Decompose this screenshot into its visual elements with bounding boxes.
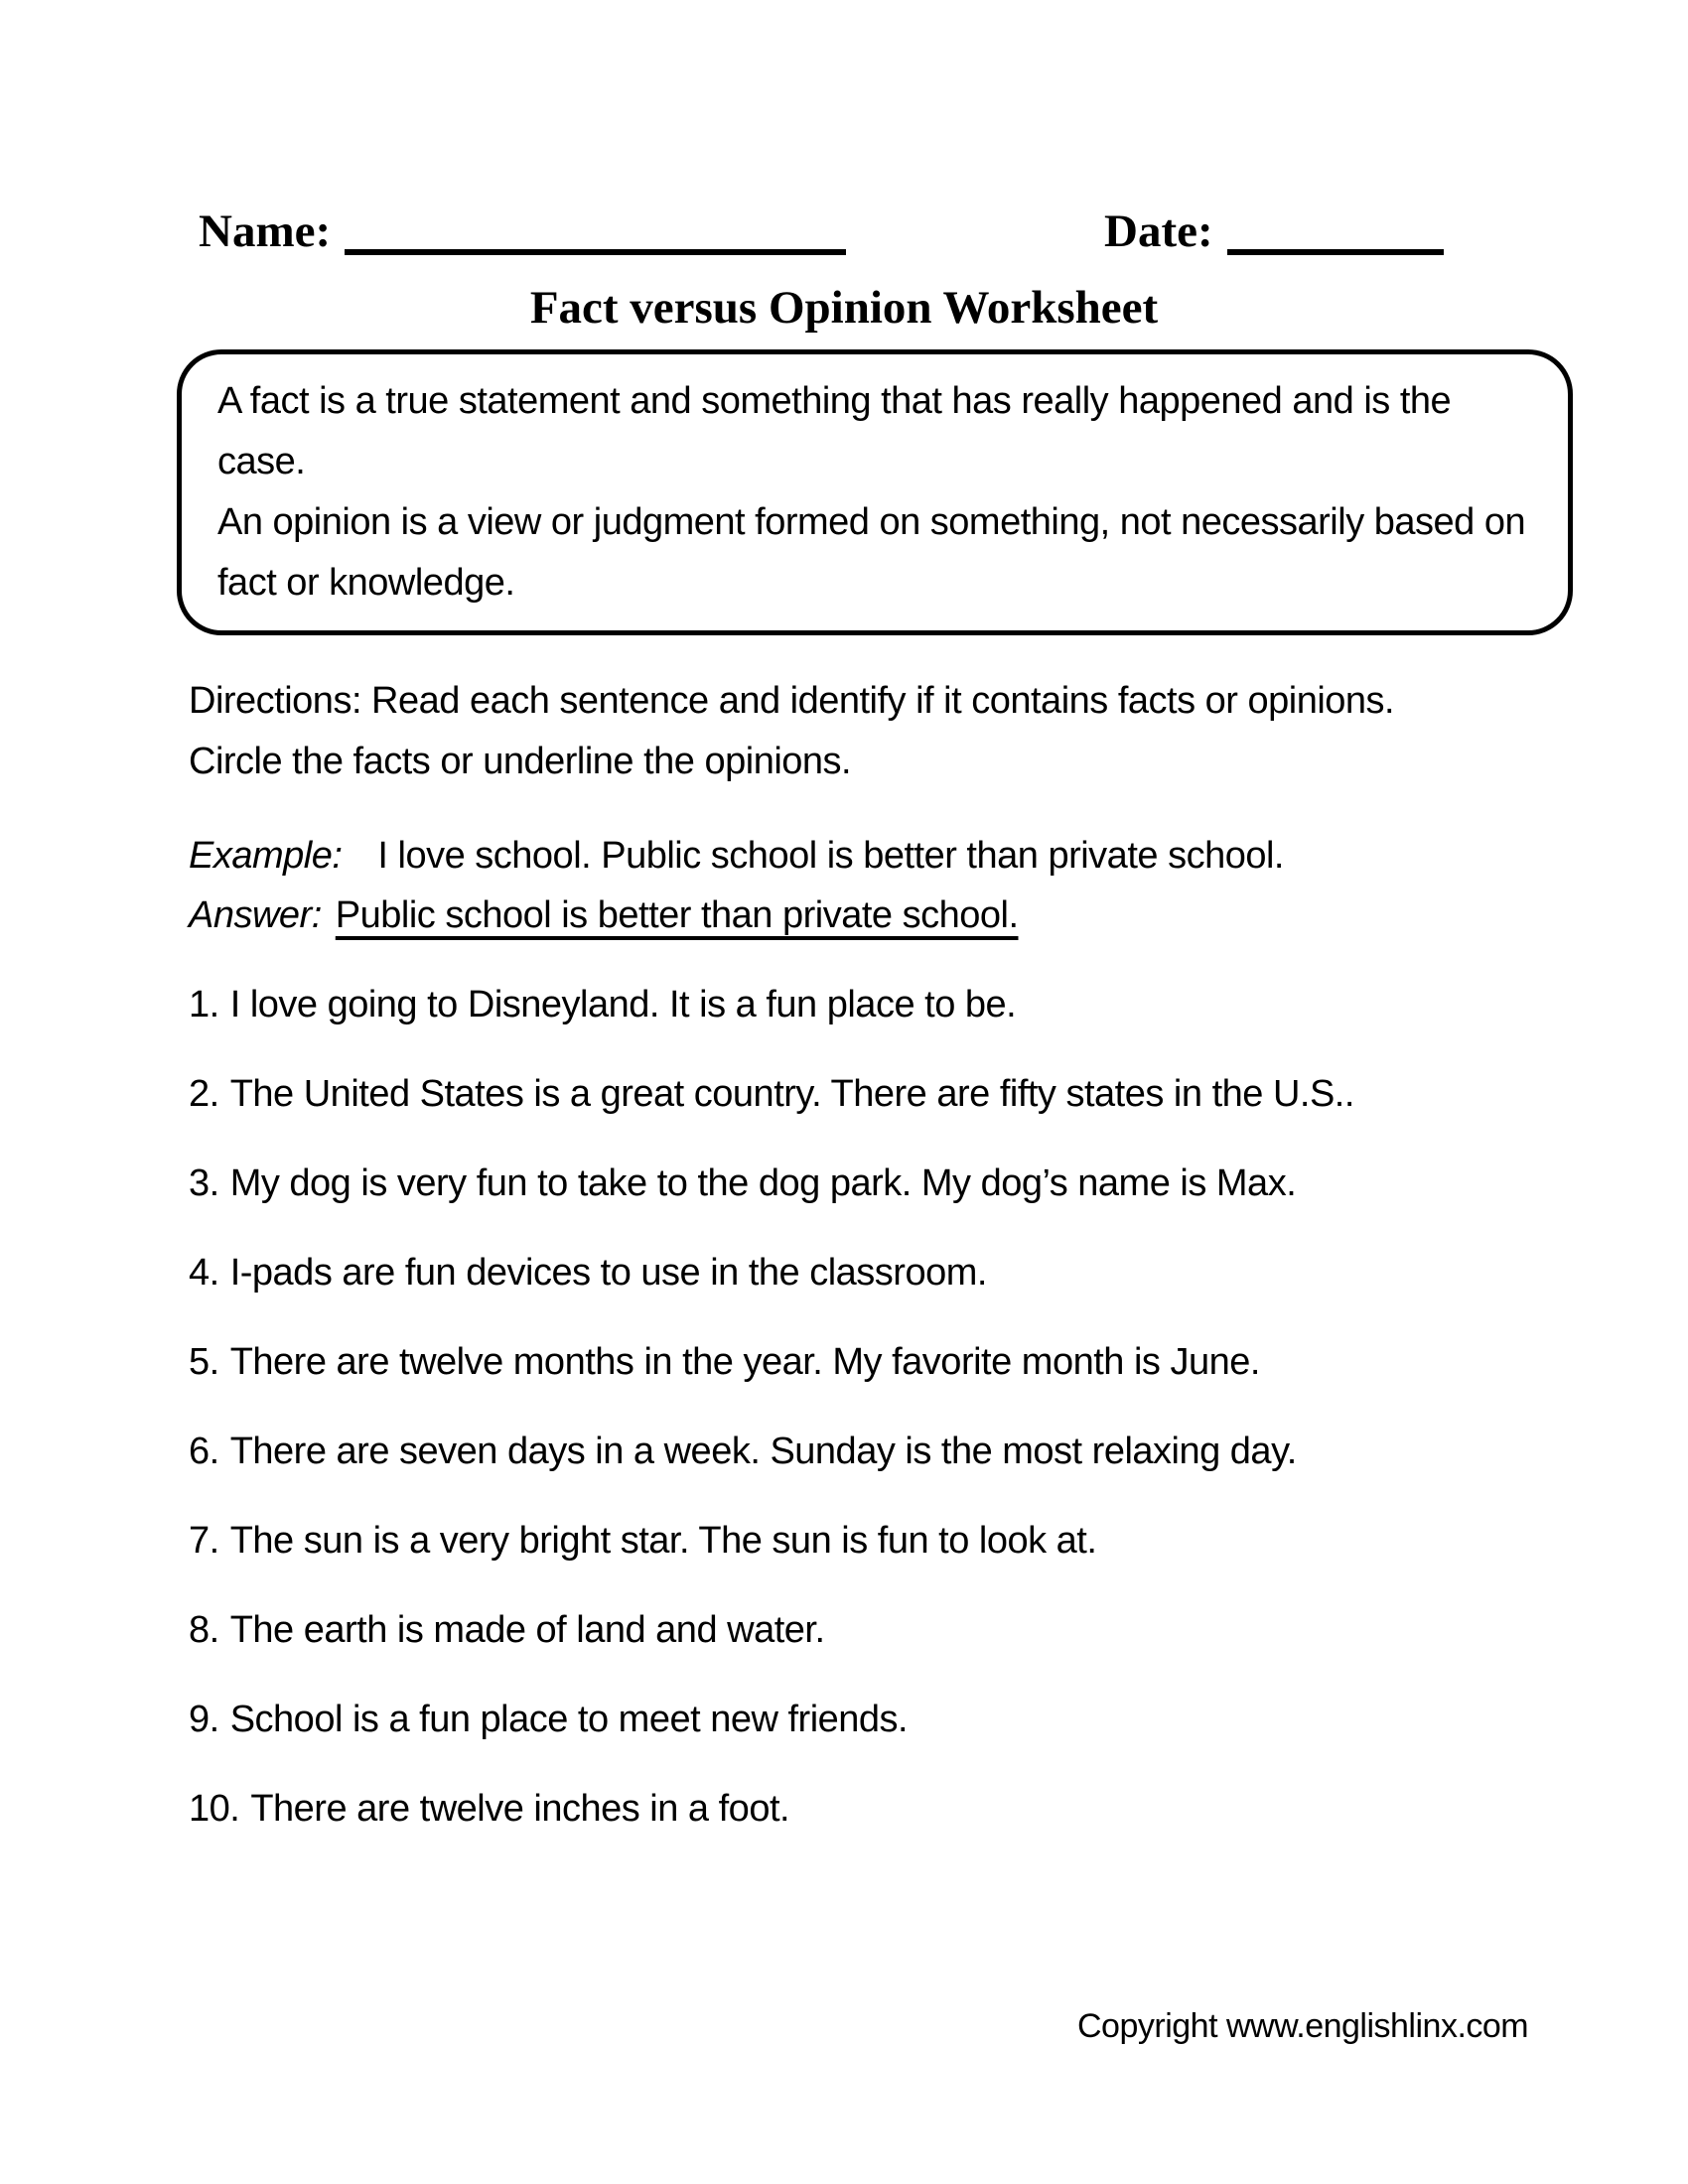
name-field	[199, 191, 846, 258]
question-row	[189, 1422, 1579, 1482]
question-number: 3.	[189, 1162, 219, 1204]
copyright-text: Copyright www.englishlinx.com	[1077, 2007, 1529, 2045]
question-number: 2.	[189, 1073, 219, 1115]
question-text: The earth is made of land and water.	[229, 1609, 825, 1651]
question-row	[189, 1600, 1579, 1661]
question-number: 6.	[189, 1431, 219, 1472]
question-number: 1.	[189, 984, 219, 1025]
answer-row	[189, 886, 1019, 946]
question-number: 4.	[189, 1252, 219, 1294]
page-title: Fact versus Opinion Worksheet	[529, 282, 1159, 334]
opinion-definition-text: An opinion is a view or judgment formed on something, not necessarily based on fact or knowledge.	[217, 501, 1526, 604]
question-text: I love going to Disneyland. It is a fun place to be.	[229, 984, 1017, 1025]
question-text: School is a fun place to meet new friends.	[229, 1699, 909, 1740]
example-text: I love school. Public school is better than private school.	[377, 835, 1284, 877]
example-label: Example:	[189, 835, 343, 877]
date-label: Date:	[1104, 205, 1213, 257]
date-field	[1104, 191, 1444, 258]
question-text: There are seven days in a week. Sunday is the most relaxing day.	[229, 1431, 1297, 1472]
question-row	[189, 1243, 1579, 1303]
question-number: 9.	[189, 1699, 219, 1740]
date-blank-line	[1227, 200, 1444, 255]
answer-label: Answer:	[189, 894, 322, 936]
question-row	[189, 1332, 1579, 1393]
question-row	[189, 1064, 1579, 1125]
answer-text: Public school is better than private school.	[335, 894, 1019, 936]
question-number: 8.	[189, 1609, 219, 1651]
question-text: There are twelve inches in a foot.	[250, 1788, 790, 1830]
question-row	[189, 975, 1579, 1035]
question-text: The United States is a great country. There are fifty states in the U.S..	[229, 1073, 1354, 1115]
definition-box	[177, 349, 1573, 635]
question-text: My dog is very fun to take to the dog park. My dog’s name is Max.	[229, 1162, 1297, 1204]
question-list	[189, 975, 1579, 1868]
question-row	[189, 1690, 1579, 1750]
example-row	[189, 826, 1284, 887]
question-text: I-pads are fun devices to use in the classroom.	[229, 1252, 987, 1294]
directions-text: Directions: Read each sentence and identify if it contains facts or opinions. Circle the facts or underline the opinions.	[189, 680, 1395, 782]
name-blank-line	[345, 200, 846, 255]
question-text: There are twelve months in the year. My favorite month is June.	[229, 1341, 1260, 1383]
name-label: Name:	[199, 205, 332, 257]
question-text: The sun is a very bright star. The sun is fun to look at.	[229, 1520, 1097, 1562]
question-number: 7.	[189, 1520, 219, 1562]
question-number: 10.	[189, 1788, 240, 1830]
question-number: 5.	[189, 1341, 219, 1383]
question-row	[189, 1779, 1579, 1840]
fact-definition-text: A fact is a true statement and something that has really happened and is the case.	[217, 380, 1452, 482]
question-row	[189, 1511, 1579, 1571]
question-row	[189, 1154, 1579, 1214]
